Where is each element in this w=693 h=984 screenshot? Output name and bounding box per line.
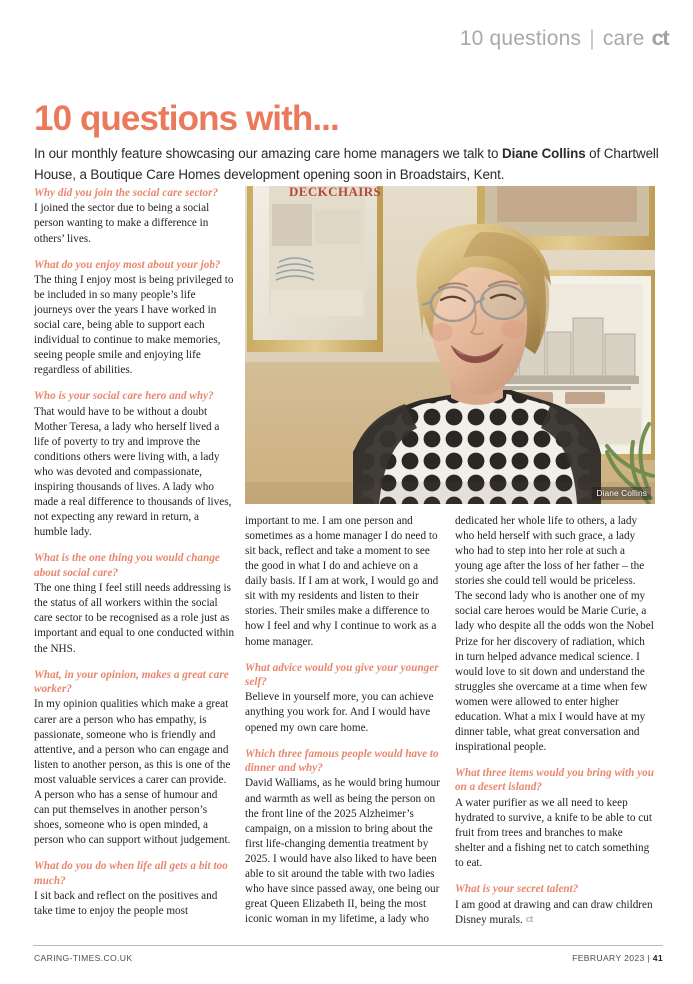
photo-caption: Diane Collins	[592, 487, 651, 500]
answer-10	[455, 898, 655, 928]
text-column-2	[245, 514, 443, 927]
answer-6-part-2: important to me. I am one person and sometimes as a home manager I do need to sit back, reflect and take a moment to see the good in what I do and achieve on a daily basis. If I am at work, I would go and sit with my residents and listen to their stories. Their smiles make a difference to how I feel and why I continue to work as a home manager.	[245, 515, 439, 648]
question-10: What is your secret talent?	[455, 883, 579, 896]
answer-3: That would have to be without a doubt Mother Teresa, a lady who herself lived a life of poverty to try and improve the conditions others were living with, a lady who was devoted and compassionate, inspiring thousands of lives. A lady who made a real difference to thousands of lives, not expecting any reward in return, a humble lady.	[34, 405, 232, 539]
answer-5: In my opinion qualities which make a great carer are a person who has empathy, is passionate, someone who is friendly and attentive, and a person who can engage and listen to another person, as this is one of the most valuable services a carer can provide. A person who has a sense of humour and can put themselves in another person’s shoes, someone who is open minded, a person who can support without judgement.	[34, 698, 231, 847]
question-2: What do you enjoy most about your job?	[34, 258, 221, 271]
running-head-separator: |	[589, 27, 595, 50]
running-head-section: 10 questions	[459, 27, 582, 50]
footer-divider	[33, 945, 663, 946]
caring-times-logo-icon: ct	[651, 27, 668, 50]
question-9: What three items would you bring with you on a desert island?	[455, 767, 655, 794]
question-8: Which three famous people would have to dinner and why?	[245, 747, 439, 775]
answer-6-part-1: I sit back and reflect on the positives and take time to enjoy the people most	[34, 889, 218, 917]
running-head	[460, 27, 667, 51]
question-3: Who is your social care hero and why?	[34, 390, 214, 403]
answer-7: Believe in yourself more, you can achieve anything you work for. And I would have opened my own care home.	[245, 691, 434, 734]
answer-8-part-2: dedicated her whole life to others, a lady who held herself with such grace, a lady who had to step into her role at such a young age after the loss of her father – the stories she could tell would be priceless. The second lady who is another one of my social care heroes would be Marie Curie, a lady who despite all the odds won the Nobel Prize for her discovery of radiation, which in turn helped advance medical science. I would love to sit down and understand the struggles she overcame at a time when few women were allowed to enter higher education. What a mix I would have at my dinner table, what great conversation and inspirational people.	[455, 515, 654, 753]
standfirst-name: Diane Collins	[502, 146, 586, 162]
footer-issue: FEBRUARY 2023	[572, 953, 645, 963]
answer-9: A water purifier as we all need to keep hydrated to survive, a knife to be able to cut fruit from trees and branches to make shelter and a fishing net to catch something to eat.	[455, 796, 652, 870]
question-6: What do you do when life all gets a bit too much?	[34, 860, 228, 887]
answer-2: The thing I enjoy most is being privileged to be included in so many people’s life journeys over the years I have worked in social care, being able to support each individual to continue to make memories, seeing people smile and enjoying life regardless of abilities.	[34, 274, 234, 377]
running-head-publication: care	[602, 27, 645, 50]
question-1: Why did you join the social care sector?	[34, 187, 219, 199]
answer-10-text: I am good at drawing and can draw children Disney murals.	[455, 898, 653, 926]
page-footer	[34, 953, 663, 963]
answer-8-part-1: David Walliams, as he would bring humour and warmth as well as being the person on the front line of the 2025 Alzheimer’s campaign, on a mission to bring about the first life-changing dementia treatment by 2025. I would have also liked to have been able to sit around the table with two ladies who have since passed away, one being our great Queen Elizabeth II, being the most iconic woman in my lifetime, a lady who	[245, 777, 440, 925]
standfirst-lead: In our monthly feature showcasing our amazing care home managers we talk to	[34, 146, 503, 162]
standfirst	[34, 144, 662, 186]
question-5: What, in your opinion, makes a great care worker?	[34, 668, 229, 696]
answer-4: The one thing I feel still needs addressing is the status of all workers within the social care sector to be recognised as a role just as important and equal to one conducted within the NHS.	[34, 582, 235, 655]
interview-photo	[245, 186, 655, 504]
question-4: What is the one thing you would change about social care?	[34, 552, 220, 579]
text-column-1	[34, 186, 235, 919]
end-mark-ct-icon: ct	[525, 913, 533, 924]
footer-page-number: 41	[652, 953, 663, 963]
photo-illustration	[245, 186, 655, 504]
text-column-3	[455, 514, 655, 939]
answer-1: I joined the sector due to being a social person wanting to make a difference in others’ lives.	[34, 202, 210, 245]
svg-text:DECKCHAIRS: DECKCHAIRS	[289, 186, 382, 199]
footer-website: CARING-TIMES.CO.UK	[34, 953, 133, 963]
page-title: 10 questions with...	[34, 99, 339, 139]
footer-separator: |	[647, 953, 650, 963]
standfirst-tail: of Chartwell House, a Boutique Care Homes development opening soon in Broadstairs, Kent.	[34, 146, 659, 183]
footer-issue-group	[572, 953, 663, 963]
question-7: What advice would you give your younger self?	[245, 661, 439, 688]
